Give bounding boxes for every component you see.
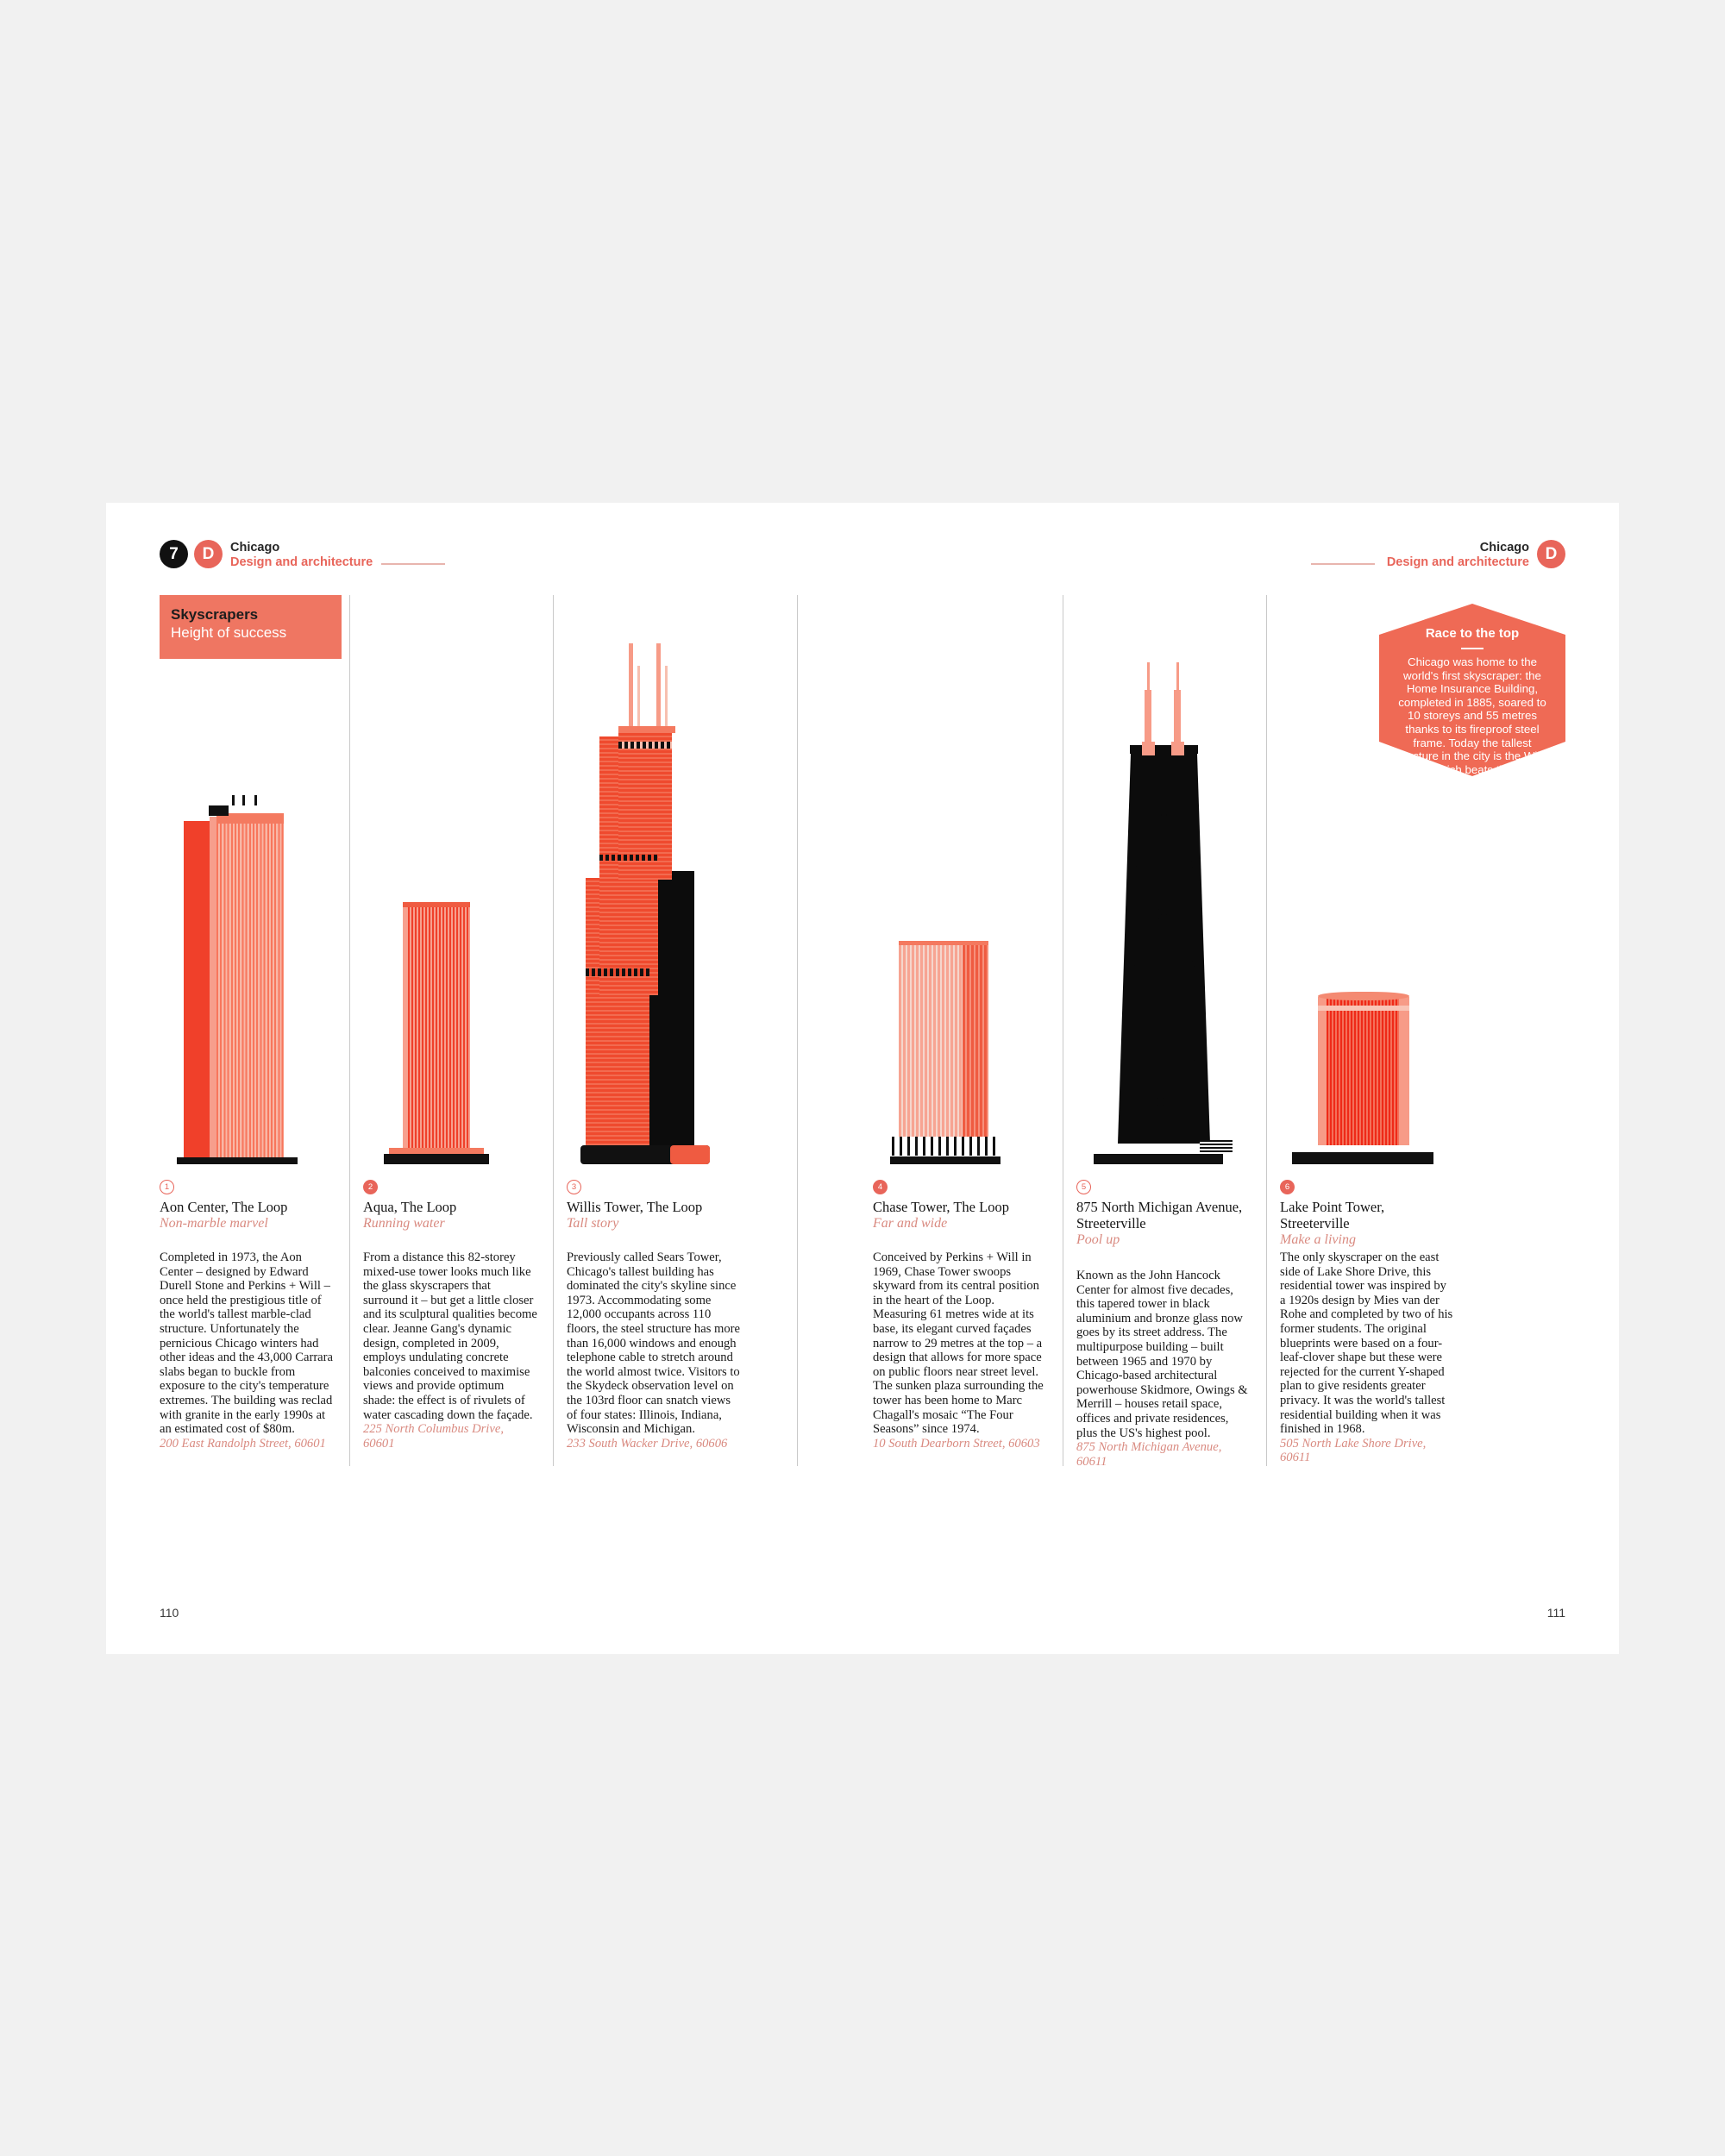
willis-tower-illustration <box>567 647 742 1164</box>
entry-address-1: 200 East Randolph Street, 60601 <box>160 1436 326 1451</box>
entry-body-3 <box>567 1250 742 1451</box>
entry-caption-3 <box>567 1180 742 1232</box>
section-title: Skyscrapers <box>171 606 259 623</box>
chase-tower-illustration <box>873 940 1048 1164</box>
hancock-center-illustration <box>1076 681 1251 1164</box>
entry-tagline-3: Tall story <box>567 1216 619 1231</box>
entry-body-text-6: The only skyscraper on the east side of Lake Shore Drive, this residential tower was inspired by a 1920s design by Mies van der Rohe and completed by two of his former students. The original blueprints were based on a four-leaf-clover shape but these were rejected for the current Y-shaped plan to give residents greater privacy. It was the world's tallest residential building when it was finished in 1968. <box>1280 1250 1453 1437</box>
entry-column-5 <box>1076 595 1251 1561</box>
running-head-right <box>1311 540 1565 569</box>
entry-marker-6: 6 <box>1280 1180 1295 1194</box>
entry-address-4: 10 South Dearborn Street, 60603 <box>873 1436 1040 1451</box>
folio-right: 111 <box>1546 1606 1565 1620</box>
lake-point-tower-illustration <box>1280 983 1455 1164</box>
entry-column-1 <box>160 595 335 1561</box>
folio-left: 110 <box>160 1606 179 1620</box>
entry-illustration-2 <box>363 595 538 1164</box>
entry-marker-1: 1 <box>160 1180 174 1194</box>
running-head-rule-right <box>1311 563 1375 565</box>
callout-title: Race to the top <box>1425 626 1520 641</box>
entry-illustration-1 <box>160 595 335 1164</box>
entry-illustration-6 <box>1280 595 1455 1164</box>
running-head-topic-right: Design and architecture <box>1386 555 1529 569</box>
section-letter-badge-right: D <box>1537 540 1565 568</box>
running-head-topic-left: Design and architecture <box>230 555 373 569</box>
entry-illustration-5 <box>1076 595 1251 1164</box>
entry-body-text-4: Conceived by Perkins + Will in 1969, Chase Tower swoops skyward from its central position in the heart of the Loop. Measuring 61 metres wide at its base, its elegant curved façades narrow to 29 metres at the top – a design that allows for more space on public floors near street level. The sunken plaza surrounding the tower has been home to Marc Chagall's mosaic “The Four Seasons” since 1974. <box>873 1250 1044 1437</box>
entry-name-4: Chase Tower, The Loop <box>873 1199 1009 1215</box>
entry-body-2 <box>363 1250 538 1451</box>
running-head-left <box>160 540 445 569</box>
entry-body-1 <box>160 1250 335 1451</box>
entry-caption-6 <box>1280 1180 1455 1248</box>
entry-tagline-2: Running water <box>363 1216 445 1231</box>
entry-address-3: 233 South Wacker Drive, 60606 <box>567 1436 728 1451</box>
entry-caption-2 <box>363 1180 538 1232</box>
entry-marker-2: 2 <box>363 1180 378 1194</box>
section-subtitle: Height of success <box>171 624 287 641</box>
entry-caption-1 <box>160 1180 335 1232</box>
entry-tagline-4: Far and wide <box>873 1216 948 1231</box>
entry-name-2: Aqua, The Loop <box>363 1199 457 1215</box>
entry-address-2: 225 North Columbus Drive, 60601 <box>363 1422 504 1451</box>
entry-marker-3: 3 <box>567 1180 581 1194</box>
running-head-city-left: Chicago <box>230 541 280 555</box>
column-divider <box>349 595 350 1466</box>
entry-body-4 <box>873 1250 1048 1451</box>
entry-name-3: Willis Tower, The Loop <box>567 1199 703 1215</box>
entry-column-2 <box>363 595 538 1561</box>
running-head-text-left <box>230 540 373 569</box>
column-divider <box>1266 595 1267 1466</box>
entry-column-6 <box>1280 595 1455 1561</box>
aqua-tower-illustration <box>363 897 538 1164</box>
running-head-city-right: Chicago <box>1479 541 1529 555</box>
chapter-number-badge: 7 <box>160 540 188 568</box>
entry-illustration-4 <box>873 595 1048 1164</box>
hancock-silhouette <box>1076 681 1251 1164</box>
entry-tagline-6: Make a living <box>1280 1232 1356 1247</box>
entry-address-5: 875 North Michigan Avenue, 60611 <box>1076 1440 1222 1469</box>
entry-name-1: Aon Center, The Loop <box>160 1199 288 1215</box>
entry-column-4 <box>873 595 1048 1561</box>
callout-body: Chicago was home to the world's first skyscraper: the Home Insurance Building, completed in 1885, soared to 10 storeys and 55 metres thanks to its fireproof steel frame. Today the tallest structure in the city is the Willis Tower, which beats the former by a casual 388 metres. <box>1394 655 1551 790</box>
entry-body-text-3: Previously called Sears Tower, Chicago's tallest building has dominated the city's skyline since 1973. Accommodating some 12,000 occupants across 110 floors, the steel structure has more than 16,000 windows and enough telephone cable to stretch around the world almost twice. Visitors to the Skydeck observation level on the 103rd floor can snatch views of four states: Illinois, Indiana, Wisconsin and Michigan. <box>567 1250 741 1437</box>
entry-tagline-5: Pool up <box>1076 1232 1120 1247</box>
entry-address-6: 505 North Lake Shore Drive, 60611 <box>1280 1436 1427 1465</box>
entry-marker-5: 5 <box>1076 1180 1091 1194</box>
entry-caption-4 <box>873 1180 1048 1232</box>
entry-body-6 <box>1280 1250 1455 1465</box>
entry-body-5 <box>1076 1269 1251 1469</box>
entry-marker-4: 4 <box>873 1180 888 1194</box>
entry-caption-5 <box>1076 1180 1251 1248</box>
entry-name-5: 875 North Michigan Avenue, Streeterville <box>1076 1199 1243 1232</box>
aon-center-illustration <box>160 802 335 1164</box>
entry-name-6: Lake Point Tower, Streeterville <box>1280 1199 1385 1232</box>
running-head-text-right <box>1387 540 1529 569</box>
magazine-spread <box>106 503 1619 1654</box>
entry-body-text-2: From a distance this 82-storey mixed-use tower looks much like the glass skyscrapers that surround it – but get a little closer and its sculptural qualities become clear. Jeanne Gang's dynamic design, completed in 2009, employs undulating concrete balconies conceived to maximise views and provide optimum shade: the effect is of rivulets of water cascading down the façade. <box>363 1250 537 1422</box>
running-head-rule-left <box>381 563 445 565</box>
section-letter-badge: D <box>194 540 223 568</box>
entry-tagline-1: Non-marble marvel <box>160 1216 268 1231</box>
entry-body-text-1: Completed in 1973, the Aon Center – designed by Edward Durell Stone and Perkins + Will – once held the prestigious title of the world's tallest marble-clad structure. Unfortunately the pernicious Chicago winters had other ideas and the 43,000 Carrara slabs began to buckle from exposure to the city's temperature extremes. The building was reclad with granite in the early 1990s at an estimated cost of $80m. <box>160 1250 333 1437</box>
column-divider <box>553 595 554 1466</box>
entry-column-3 <box>567 595 742 1561</box>
column-divider <box>797 595 798 1466</box>
entry-body-text-5: Known as the John Hancock Center for almost five decades, this tapered tower in black aluminium and bronze glass now goes by its street address. The multipurpose building – built between 1965 and 1970 by Chicago-based architectural powerhouse Skidmore, Owings & Merrill – houses retail space, offices and private residences, plus the US's highest pool. <box>1076 1269 1248 1440</box>
entry-illustration-3 <box>567 595 742 1164</box>
entry-columns <box>160 595 1565 1561</box>
